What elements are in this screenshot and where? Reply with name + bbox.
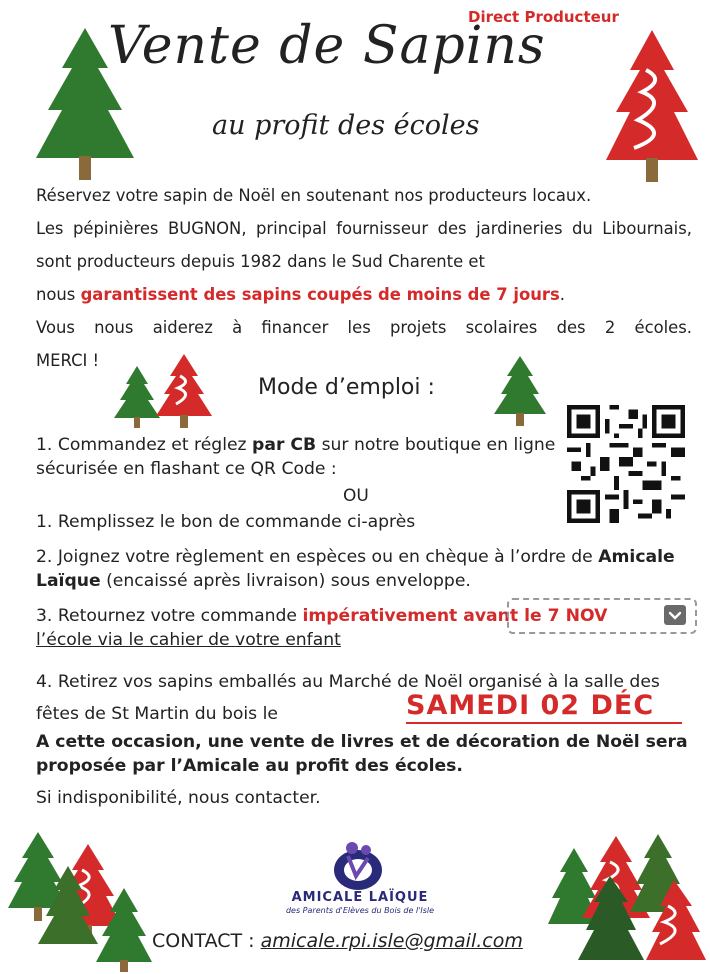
logo-subtitle: des Parents d'Elèves du Bois de l'Isle	[285, 906, 435, 915]
intro-line: Vous nous aiderez à financer les projets scolaires des 2 écoles.	[36, 318, 692, 337]
intro-line: Réservez votre sapin de Noël en soutenant nos producteurs locaux.	[36, 186, 592, 205]
event-date	[406, 690, 682, 724]
unavailable-note: Si indisponibilité, nous contacter.	[36, 788, 321, 808]
page-subtitle: au profit des écoles	[212, 110, 480, 141]
step-2	[36, 545, 696, 593]
step-text: 3. Retournez votre commande	[36, 606, 303, 626]
step-1	[36, 433, 556, 481]
instructions-heading: Mode d’emploi :	[258, 375, 435, 400]
red-tree-icon	[606, 30, 698, 182]
step-text: (encaissé après livraison) sous enveloppe.	[100, 571, 471, 591]
contact-label: CONTACT :	[152, 930, 261, 952]
deadline-highlight: impérativement avant le 7 NOV	[302, 606, 608, 626]
step-text: 2. Joignez votre règlement en espèces ou en chèque à l’ordre de	[36, 547, 599, 567]
intro-text-part: .	[559, 285, 565, 304]
intro-text-part: nous	[36, 285, 81, 304]
step-emphasis: par CB	[252, 435, 317, 455]
step-text: 1. Commandez et réglez	[36, 435, 253, 455]
tree-cluster-right	[548, 826, 708, 972]
intro-line	[36, 278, 692, 311]
step-1b: 1. Remplissez le bon de commande ci-après	[36, 512, 416, 532]
chevron-down-icon[interactable]	[664, 605, 686, 625]
contact-line	[152, 930, 523, 952]
step-emphasis: Amicale Laïque	[36, 547, 675, 591]
intro-line: Les pépinières BUGNON, principal fournisseur des jardineries du Libournais, sont producteurs depuis 1982 dans le Sud Charente et	[36, 219, 692, 271]
step-text: sur notre boutique en ligne sécurisée en flashant ce QR Code :	[36, 435, 556, 479]
tree-cluster-left	[8, 832, 158, 972]
contact-email-link[interactable]: amicale.rpi.isle@gmail.com	[260, 930, 523, 952]
event-note: A cette occasion, une vente de livres et de décoration de Noël sera proposée par l’Amicale au profit des écoles.	[36, 732, 688, 776]
qr-code[interactable]	[567, 405, 685, 523]
guarantee-highlight: garantissent des sapins coupés de moins de 7 jours	[80, 285, 560, 304]
intro-text	[36, 179, 692, 377]
page-title: Vente de Sapins	[108, 16, 546, 76]
step-text: l’école via le cahier de votre enfant	[36, 630, 341, 650]
logo-name: AMICALE LAÏQUE	[291, 890, 429, 905]
producer-tag: Direct Producteur	[468, 8, 619, 26]
step-4: 4. Retirez vos sapins emballés au Marché de Noël organisé à la salle des fêtes de St Martin du bois le	[36, 672, 660, 724]
event-date-text: SAMEDI 02 DÉC	[406, 690, 655, 721]
intro-line: MERCI !	[36, 351, 100, 370]
or-label: OU	[343, 486, 369, 506]
